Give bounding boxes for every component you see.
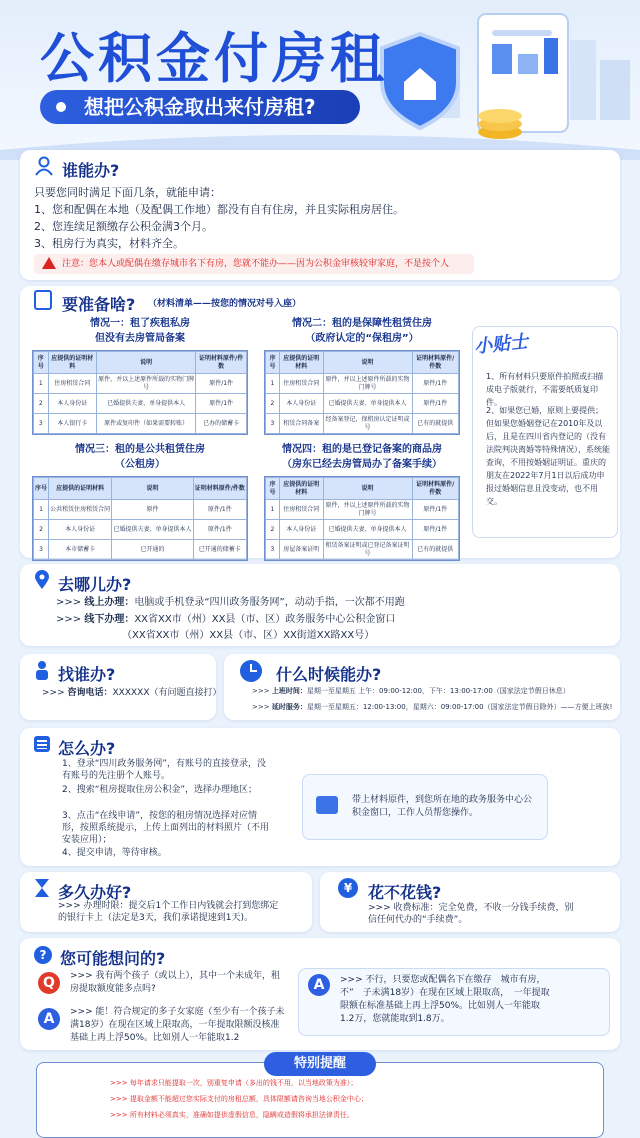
special-item-1: >>> 每年请求只能提取一次，别重复申请（多出的钱不用，以当地政策为准）；	[110, 1079, 358, 1087]
case-3-subtitle: （公租房）	[115, 459, 165, 470]
warning-icon	[42, 257, 56, 269]
case-2-subtitle: （政府认定的“保租房”）	[305, 333, 419, 344]
money-icon: ¥	[338, 878, 358, 898]
warning-box	[34, 254, 474, 274]
location-icon	[34, 570, 50, 594]
tip-1: 1、所有材料只要原件拍照或扫描成电子版就行，不需要纸质复印件。	[486, 372, 604, 407]
case-4-table: 序号 应提供的证明材料 说明 证明材料原件/件数 1 住房租赁合同 原件，并以上述原件所载的实物门牌号 原件/1件 2 本人身份证 已婚提供夫妻、单身提供本人 原件/1件 3 房屋备案证明 租赁备案证明或已登记备案证明号 已有的就提供	[265, 477, 459, 560]
fee-text: >>> 收费标准：完全免费，不收一分钱手续费，别信任何代办的“手续费”。	[368, 903, 574, 925]
case-1-subtitle: 但没有去房管局备案	[95, 333, 185, 344]
table-row: 1 住房租赁合同 原件，并以上述原件所载的实物门牌号 原件/1件	[266, 374, 459, 394]
who-item-3: 3、租房行为真实，材料齐全。	[34, 237, 184, 250]
prep-note: （材料清单——按您的情况对号入座）	[148, 299, 302, 309]
user-icon	[34, 156, 54, 176]
table-row: 2 本人身份证 已婚提供夫妻、单身提供本人 原件/1件	[34, 394, 247, 414]
subtitle-pill	[40, 90, 360, 124]
case-2	[264, 316, 460, 435]
how-title: 怎么办?	[58, 739, 116, 758]
bullet-icon	[56, 102, 66, 112]
table-row: 3 本市储蓄卡 已开通的 已开通的储蓄卡	[34, 540, 247, 560]
table-row: 3 租赁合同备案 经备案登记，保租房认定证明或号 已有的就提供	[266, 414, 459, 434]
list-icon	[34, 736, 50, 752]
case-4	[264, 442, 460, 561]
case-1-title: 情况一：租了疾租私房	[90, 318, 190, 329]
where-title: 去哪儿办?	[58, 575, 132, 594]
case-1-table: 序号 应提供的证明材料 说明 证明材料原件/件数 1 住房租赁合同 原件，并以上述原件所载的实物门牌号 原件/1件 2 本人身份证 已婚提供夫妻、单身提供本人 原件/1件 3 本人银行卡 原件或复印件（如果需要转账） 已办的储蓄卡	[33, 351, 247, 434]
case-4-subtitle: （房东已经去房管局办了备案手续）	[282, 459, 442, 470]
where-offline: >>> 线下办理：XX省XX市（州）XX县（市、区）政务服务中心公积金窗口	[56, 614, 396, 625]
tip-2: 2、如果您已婚，原则上要提供；但如果您婚姻登记在2010年及以后，且是在四川省内登记的（没有法院判决离婚等特殊情况），系统能查询，不用按婚姻证明证。重庆的朋友在2022年7月1日以后成功申报过婚姻信息且没变动，也不用交。	[486, 406, 610, 506]
whom-title: 找谁办?	[58, 665, 116, 684]
how-step-2: 2、搜索“租房提取住房公积金”，选择办理地区；	[62, 785, 258, 795]
who-intro: 只要您同时满足下面几条，就能申请：	[34, 186, 221, 199]
question-icon: ?	[34, 946, 52, 964]
who-title: 谁能办?	[62, 161, 120, 180]
how-offline-text: 带上材料原件，到您所在地的政务服务中心公积金窗口，工作人员帮您操作。	[352, 795, 533, 818]
prep-title: 要准备啥?	[62, 295, 136, 314]
faq-a2: >>> 不行，只要您或配偶名下在缴存 城市有房，不” 子未满18岁）在现在区域上限取高， 一年提取限额在标准基础上再上浮50%。比如别人一年能取1.2万，您就能取到1.8万。	[340, 975, 550, 1024]
case-1	[32, 316, 248, 435]
when-delay: >>> 延时服务：星期一至星期五：12:00-13:00，星期六：09:00-17:00（国家法定节假日除外）——方便上班族!	[252, 703, 613, 711]
clock-icon	[240, 660, 262, 682]
fee-title: 花不花钱?	[368, 883, 442, 902]
special-title: 特别提醒	[264, 1052, 376, 1076]
table-row: 1 住房租赁合同 原件，并以上述原件所载的实物门牌号 原件/1件	[34, 374, 247, 394]
table-row: 2 本人身份证 已婚提供夫妻、单身提供本人 原件/1件	[34, 520, 247, 540]
when-title: 什么时候能办?	[276, 665, 382, 684]
page-title: 公积金付房租	[40, 27, 388, 90]
case-3-table: 序号 应提供的证明材料 说明 证明材料原件/件数 1 公共租赁住房租赁合同 原件 原件/1件 2 本人身份证 已婚提供夫妻、单身提供本人 原件/1件 3 本市储蓄卡 已开通的 已开通的储蓄卡	[33, 477, 247, 560]
whom-phone: >>> 咨询电话：XXXXXX（有问题直接打）	[42, 688, 222, 698]
where-address: （XX省XX市（州）XX县（市、区）XX街道XX路XX号）	[122, 630, 375, 641]
a-badge-icon: A	[308, 974, 330, 996]
table-row: 3 房屋备案证明 租赁备案证明或已登记备案证明号 已有的就提供	[266, 540, 459, 560]
case-4-title: 情况四：租的是已登记备案的商品房	[282, 444, 442, 455]
clipboard-icon	[34, 290, 52, 310]
a-badge-icon: A	[38, 1008, 60, 1030]
table-row: 3 本人银行卡 原件或复印件（如果需要转账） 已办的储蓄卡	[34, 414, 247, 434]
who-item-2: 2、您连续足额缴存公积金满3个月。	[34, 220, 213, 233]
case-2-table: 序号 应提供的证明材料 说明 证明材料原件/件数 1 住房租赁合同 原件，并以上述原件所载的实物门牌号 原件/1件 2 本人身份证 已婚提供夫妻、单身提供本人 原件/1件 3 租赁合同备案 经备案登记，保租房认定证明或号 已有的就提供	[265, 351, 459, 434]
how-step-1: 1、登录“四川政务服务网”，有账号的直接登录，没有账号的先注册个人账号。	[62, 759, 267, 781]
special-item-3: >>> 所有材料必须真实，准确如提供虚假信息，隐瞒或造假将承担法律责任。	[110, 1111, 354, 1119]
howlong-title: 多久办好?	[58, 883, 132, 902]
faq-title: 您可能想问的?	[60, 949, 166, 968]
hero-banner	[0, 0, 640, 160]
who-item-1: 1、您和配偶在本地（及配偶工作地）都没有自有住房，并且实际租房居住。	[34, 203, 404, 216]
table-row: 2 本人身份证 已婚提供夫妻、单身提供本人 原件/1件	[266, 394, 459, 414]
special-item-2: >>> 提取金额不能超过您实际支付的房租总额，具体限额请咨询当地公积金中心；	[110, 1095, 368, 1103]
faq-q1: >>> 我有两个孩子（或以上），其中一个未成年，租房提取额度能多点吗?	[70, 971, 280, 994]
warning-text: 注意：您本人或配偶在缴存城市名下有房，您就不能办——因为公积金审核较审家庭，不是按个人	[62, 259, 450, 269]
table-row: 2 本人身份证 已婚提供夫妻、单身提供本人 原件/1件	[266, 520, 459, 540]
subtitle: 想把公积金取出来付房租?	[84, 95, 316, 119]
case-3	[32, 442, 248, 561]
case-2-title: 情况二：租的是保障性租赁住房	[292, 318, 432, 329]
table-row: 1 公共租赁住房租赁合同 原件 原件/1件	[34, 500, 247, 520]
how-step-4: 4、提交申请，等待审核。	[62, 848, 167, 858]
how-step-3: 3、点击“在线申请”，按您的租房情况选择对应情形，按照系统提示，上传上面列出的材料照片（不用安装应用）；	[62, 811, 270, 845]
tips-title: 小贴士	[473, 331, 530, 358]
folder-icon	[316, 796, 338, 814]
case-3-title: 情况三：租的是公共租赁住房	[75, 444, 205, 455]
hourglass-icon	[34, 878, 50, 902]
howlong-text: >>> 办理时限：提交后1个工作日内钱就会打到您绑定的银行卡上（法定是3天，我们承诺提速到1天)。	[58, 901, 279, 923]
when-work: >>> 上班时间：星期一至星期五 上午：09:00-12:00，下午：13:00-17:00（国家法定节假日休息）	[252, 687, 570, 695]
q-badge-icon: Q	[38, 972, 60, 994]
table-row: 1 住房租赁合同 原件，并以上述原件所载的实物门牌号 原件/1件	[266, 500, 459, 520]
person-icon	[34, 660, 50, 680]
where-online: >>> 线上办理：电脑或手机登录“四川政务服务网”，动动手指，一次都不用跑	[56, 597, 405, 608]
faq-a1: >>> 能！符合规定的多子女家庭（至少有一个孩子未满18岁）在现在区域上限取高，一年提取限额没核准基础上再上浮50%。比如别人一年能取1.2	[70, 1007, 285, 1043]
